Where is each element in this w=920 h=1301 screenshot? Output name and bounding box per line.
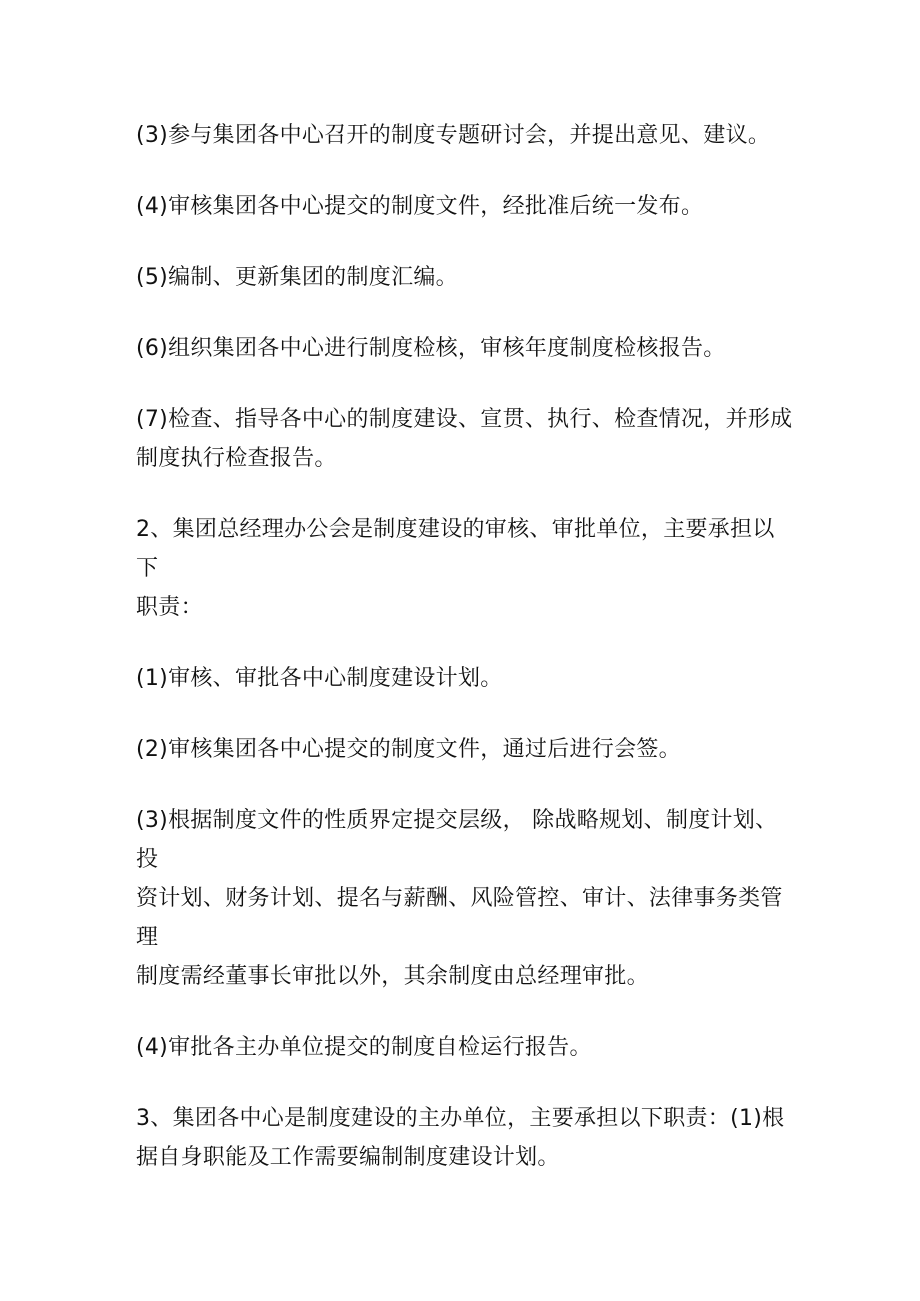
text-line: 2、集团总经理办公会是制度建设的审核、审批单位，主要承担以下 <box>136 517 775 581</box>
paragraph-item-1-approve-plan <box>136 659 796 698</box>
paragraph-item-4-review-publish <box>136 187 796 226</box>
paragraph-item-7-inspect <box>136 400 796 478</box>
text-line: (6)组织集团各中心进行制度检核，审核年度制度检核报告。 <box>136 336 726 361</box>
text-line: 据自身职能及工作需要编制制度建设计划。 <box>136 1145 560 1170</box>
text-line: 3、集团各中心是制度建设的主办单位，主要承担以下职责：(1)根 <box>136 1106 785 1131</box>
paragraph-item-2-countersign <box>136 730 796 769</box>
section-2-heading <box>136 510 796 627</box>
text-line: 职责： <box>136 595 203 620</box>
paragraph-item-5-compile <box>136 258 796 297</box>
text-line: (7)检查、指导各中心的制度建设、宣贯、执行、检查情况，并形成 <box>136 407 793 432</box>
document-body <box>136 116 796 1209</box>
text-line: (5)编制、更新集团的制度汇编。 <box>136 265 458 290</box>
text-line: (3)参与集团各中心召开的制度专题研讨会，并提出意见、建议。 <box>136 123 771 148</box>
paragraph-item-3-approval-level <box>136 801 796 996</box>
text-line: 制度需经董事长审批以外，其余制度由总经理审批。 <box>136 964 649 989</box>
text-line: (4)审核集团各中心提交的制度文件，经批准后统一发布。 <box>136 194 704 219</box>
text-line: 制度执行检查报告。 <box>136 446 337 471</box>
section-3-heading <box>136 1099 796 1177</box>
paragraph-item-6-audit <box>136 329 796 368</box>
text-line: (3)根据制度文件的性质界定提交层级， 除战略规划、制度计划、投 <box>136 808 778 872</box>
paragraph-item-4-self-check <box>136 1028 796 1067</box>
paragraph-item-3-participate <box>136 116 796 155</box>
text-line: 资计划、财务计划、提名与薪酬、风险管控、审计、法律事务类管理 <box>136 886 783 950</box>
text-line: (2)审核集团各中心提交的制度文件，通过后进行会签。 <box>136 737 681 762</box>
text-line: (1)审核、审批各中心制度建设计划。 <box>136 666 503 691</box>
text-line: (4)审批各主办单位提交的制度自检运行报告。 <box>136 1035 592 1060</box>
